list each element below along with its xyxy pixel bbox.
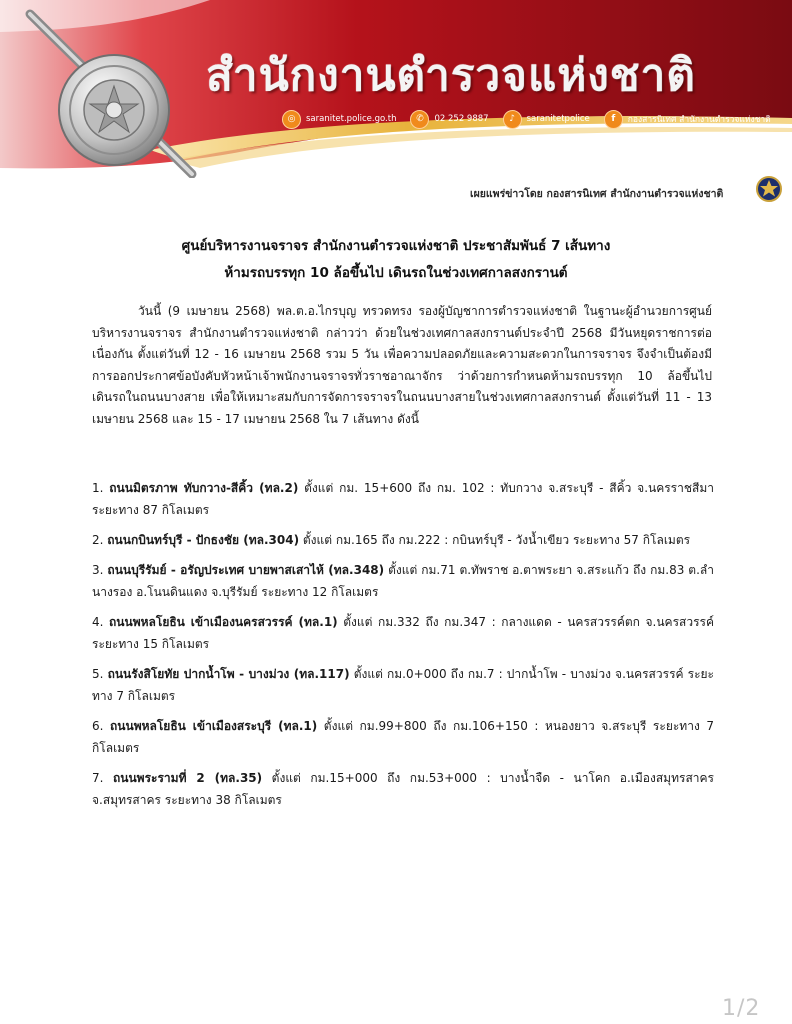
headline-line-1: ศูนย์บริหารงานจราจร สำนักงานตำรวจแห่งชาติ ประชาสัมพันธ์ 7 เส้นทาง bbox=[181, 238, 611, 254]
phone-contact[interactable] bbox=[410, 110, 488, 129]
route-item bbox=[92, 611, 714, 655]
route-name: ถนนกบินทร์บุรี - ปักธงชัย (ทล.304) bbox=[107, 533, 300, 547]
routes-list bbox=[92, 477, 714, 811]
tiktok-icon: ♪ bbox=[503, 110, 522, 129]
route-detail: ตั้งแต่ กม.99+800 ถึง กม.106+150 : หนองยาว จ.สระบุรี ระยะทาง 7 กิโลเมตร bbox=[92, 719, 714, 755]
page-indicator: 1/2 bbox=[722, 996, 761, 1021]
route-name: ถนนพระรามที่ 2 (ทล.35) bbox=[113, 771, 263, 785]
facebook-text: กองสารนิเทศ สำนักงานตำรวจแห่งชาติ bbox=[627, 115, 771, 125]
route-detail: ตั้งแต่ กม.15+000 ถึง กม.53+000 : บางน้ำจืด - นาโคก อ.เมืองสมุทรสาคร จ.สมุทรสาคร ระยะทาง 38 กิโลเมตร bbox=[92, 771, 714, 807]
facebook-icon: f bbox=[604, 110, 623, 129]
intro-paragraph: วันนี้ (9 เมษายน 2568) พล.ต.อ.ไกรบุญ ทรวดทรง รองผู้บัญชาการตำรวจแห่งชาติ ในฐานะผู้อำนวยการศูนย์บริหารงานจราจร สำนักงานตำรวจแห่งชาติ กล่าวว่า ด้วยในช่วงเทศกาลสงกรานต์ประจำปี 2568 มีวันหยุดราชการต่อเนื่องกัน ตั้งแต่วันที่ 12 - 16 เมษายน 2568 รวม 5 วัน เพื่อความปลอดภัยและความสะดวกในการจราจร จึงจำเป็นต้องมีการออกประกาศข้อบังคับหัวหน้าเจ้าพนักงานจราจรทั่วราชอาณาจักร ว่าด้วยการกำหนดห้ามรถบรรทุก 10 ล้อขึ้นไป เดินรถในถนนบางสาย เพื่อให้เหมาะสมกับการจัดการจราจรในถนนบางสายในช่วงเทศกาลสงกรานต์ ตั้งแต่วันที่ 11 - 13 เมษายน 2568 และ 15 - 17 เมษายน 2568 ใน 7 เส้นทาง ดังนี้ bbox=[92, 304, 712, 426]
route-item bbox=[92, 477, 714, 521]
globe-icon: ◎ bbox=[282, 110, 301, 129]
publisher-line: เผยแพร่ข่าวโดย กองสารนิเทศ สำนักงานตำรวจแห่งชาติ bbox=[470, 188, 724, 200]
facebook-contact[interactable] bbox=[604, 110, 771, 129]
route-detail: ตั้งแต่ กม.0+000 ถึง กม.7 : ปากน้ำโพ - บางม่วง จ.นครสวรรค์ ระยะทาง 7 กิโลเมตร bbox=[92, 667, 715, 703]
route-number: 2. bbox=[92, 533, 104, 547]
contact-bar bbox=[282, 108, 785, 130]
website-contact[interactable] bbox=[282, 110, 396, 129]
tiktok-text: saranitetpolice bbox=[526, 114, 590, 124]
route-name: ถนนรังสิโยทัย ปากน้ำโพ - บางม่วง (ทล.117) bbox=[107, 667, 350, 681]
route-name: ถนนพหลโยธิน เข้าเมืองสระบุรี (ทล.1) bbox=[110, 719, 318, 733]
route-name: ถนนพหลโยธิน เข้าเมืองนครสวรรค์ (ทล.1) bbox=[109, 615, 338, 629]
banner-title: สำนักงานตำรวจแห่งชาติ bbox=[206, 50, 696, 101]
route-number: 6. bbox=[92, 719, 104, 733]
route-name: ถนนมิตรภาพ ทับกวาง-สีคิ้ว (ทล.2) bbox=[109, 481, 299, 495]
route-item bbox=[92, 559, 714, 603]
route-item bbox=[92, 529, 714, 551]
website-text: saranitet.police.go.th bbox=[306, 114, 397, 124]
route-detail: ตั้งแต่ กม.332 ถึง กม.347 : กลางแดด - นครสวรรค์ตก จ.นครสวรรค์ ระยะทาง 15 กิโลเมตร bbox=[92, 615, 714, 651]
route-item bbox=[92, 767, 714, 811]
headline-line-2: ห้ามรถบรรทุก 10 ล้อขึ้นไป เดินรถในช่วงเทศกาลสงกรานต์ bbox=[224, 265, 568, 281]
route-detail: ตั้งแต่ กม.71 ต.ทัพราช อ.ตาพระยา จ.สระแก้ว ถึง กม.83 ต.ลำนางรอง อ.โนนดินแดง จ.บุรีรัมย์ ระยะทาง 12 กิโลเมตร bbox=[92, 563, 715, 599]
phone-text: 02 252 9887 bbox=[434, 114, 489, 124]
route-item bbox=[92, 715, 714, 759]
route-detail: ตั้งแต่ กม.165 ถึง กม.222 : กบินทร์บุรี - วังน้ำเขียว ระยะทาง 57 กิโลเมตร bbox=[299, 533, 691, 547]
header-banner bbox=[0, 0, 792, 178]
route-name: ถนนบุรีรัมย์ - อรัญประเทศ บายพาสเสาไห้ (ทล.348) bbox=[107, 563, 385, 577]
route-item bbox=[92, 663, 714, 707]
route-number: 7. bbox=[92, 771, 104, 785]
police-emblem-icon bbox=[56, 52, 172, 168]
headline bbox=[0, 233, 792, 287]
route-detail: ตั้งแต่ กม. 15+600 ถึง กม. 102 : ทับกวาง จ.สระบุรี - สีคิ้ว จ.นครราชสีมา ระยะทาง 87 กิโลเมตร bbox=[92, 481, 714, 517]
phone-icon: ✆ bbox=[410, 110, 429, 129]
route-number: 3. bbox=[92, 563, 104, 577]
route-number: 5. bbox=[92, 667, 104, 681]
route-number: 4. bbox=[92, 615, 104, 629]
route-number: 1. bbox=[92, 481, 104, 495]
tiktok-contact[interactable] bbox=[503, 110, 590, 129]
police-badge-icon bbox=[756, 176, 782, 202]
